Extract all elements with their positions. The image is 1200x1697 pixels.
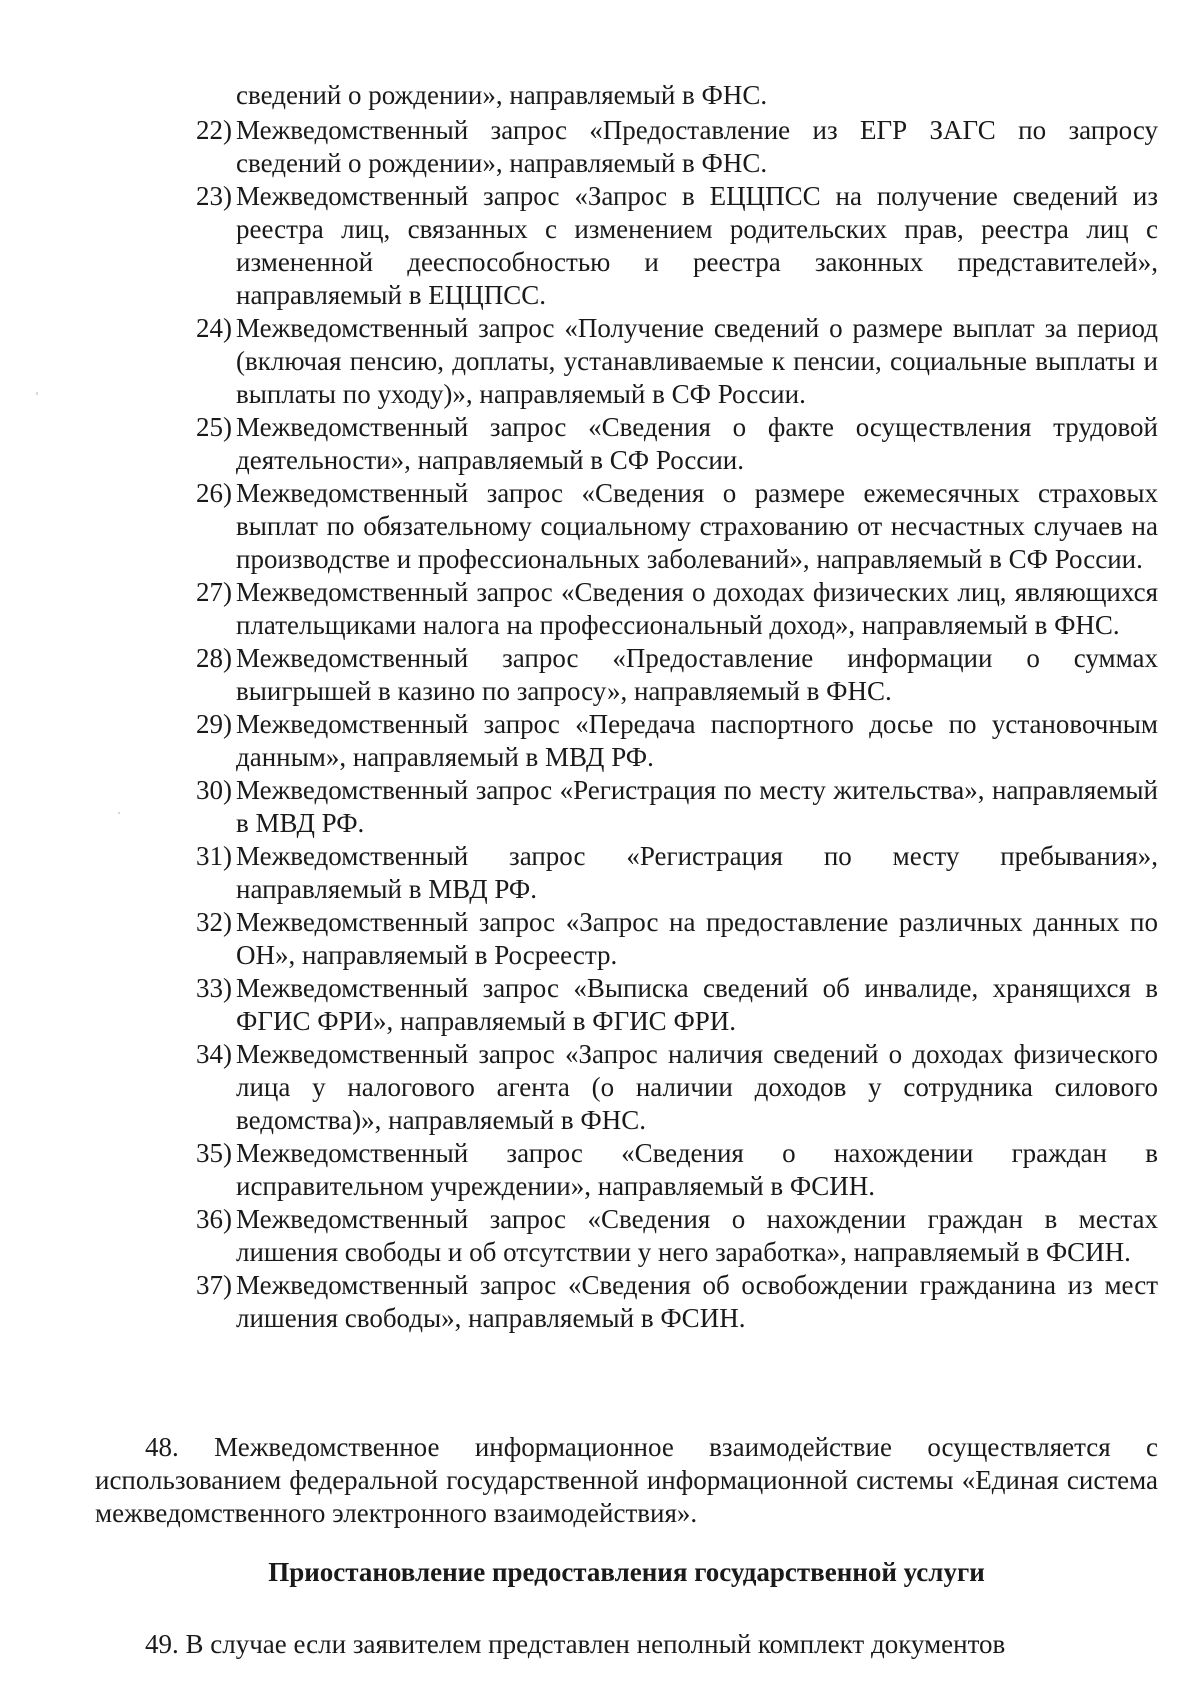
list-item-text: Межведомственный запрос «Запрос в ЕЦЦПСС на получение сведений из реестра лиц, связанных с изменением родительских прав, реестра лиц с измененной дееспособностью и реестра законных представителей», направляемый в ЕЦЦПСС.: [236, 181, 1158, 310]
section-heading: Приостановление предоставления государственной услуги: [268, 1557, 985, 1587]
list-item-number: 25): [196, 412, 232, 442]
list-item-number: 27): [196, 577, 232, 607]
list-item: [196, 312, 1158, 411]
list-item-number: 26): [196, 478, 232, 508]
list-item-number: 28): [196, 643, 232, 673]
list-item: [196, 774, 1158, 840]
list-item: [196, 840, 1158, 906]
list-item: [196, 477, 1158, 576]
list-item-number: 29): [196, 709, 232, 739]
list-item-number: 36): [196, 1204, 232, 1234]
continuation-text: сведений о рождении», направляемый в ФНС.: [236, 80, 768, 110]
list-item-text: Межведомственный запрос «Регистрация по месту пребывания», направляемый в МВД РФ.: [236, 841, 1158, 904]
list-item: [196, 1269, 1158, 1335]
list-item: [196, 180, 1158, 312]
list-item-number: 22): [196, 115, 232, 145]
paragraph-48: 48. Межведомственное информационное взаимодействие осуществляется с использованием федеральной государственной информационной системы «Единая система межведомственного электронного взаимодействия».: [95, 1432, 1158, 1528]
list-item-text: Межведомственный запрос «Сведения о нахождении граждан в исправительном учреждении», направляемый в ФСИН.: [236, 1138, 1158, 1201]
list-item: [196, 1038, 1158, 1137]
list-item-text: Межведомственный запрос «Передача паспортного досье по установочным данным», направляемый в МВД РФ.: [236, 709, 1158, 772]
list-item: [196, 411, 1158, 477]
list-item-text: Межведомственный запрос «Выписка сведений об инвалиде, хранящихся в ФГИС ФРИ», направляемый в ФГИС ФРИ.: [236, 973, 1158, 1036]
list-item-text: Межведомственный запрос «Регистрация по месту жительства», направляемый в МВД РФ.: [236, 775, 1158, 838]
scan-speck: [36, 392, 38, 395]
list-item: [196, 708, 1158, 774]
list-item-text: Межведомственный запрос «Сведения о размере ежемесячных страховых выплат по обязательному социальному страхованию от несчастных случаев на производстве и профессиональных заболеваний», направляемый в СФ России.: [236, 478, 1158, 574]
list-item-text: Межведомственный запрос «Сведения об освобождении гражданина из мест лишения свободы», направляемый в ФСИН.: [236, 1270, 1158, 1333]
list-item-number: 34): [196, 1039, 232, 1069]
list-item-text: Межведомственный запрос «Предоставление информации о суммах выигрышей в казино по запросу», направляемый в ФНС.: [236, 643, 1158, 706]
list-item: [196, 1137, 1158, 1203]
list-item-text: Межведомственный запрос «Предоставление из ЕГР ЗАГС по запросу сведений о рождении», направляемый в ФНС.: [236, 115, 1158, 178]
list-item-text: Межведомственный запрос «Запрос на предоставление различных данных по ОН», направляемый в Росреестр.: [236, 907, 1158, 970]
list-item: [196, 1203, 1158, 1269]
list-item-number: 23): [196, 181, 232, 211]
list-item-number: 35): [196, 1138, 232, 1168]
list-item-number: 30): [196, 775, 232, 805]
paragraph-49: 49. В случае если заявителем представлен неполный комплект документов: [145, 1629, 1006, 1659]
list-item: [196, 576, 1158, 642]
list-item: [196, 642, 1158, 708]
list-item-text: Межведомственный запрос «Сведения о нахождении граждан в местах лишения свободы и об отсутствии у него заработка», направляемый в ФСИН.: [236, 1204, 1158, 1267]
list-item: [196, 906, 1158, 972]
list-item-number: 24): [196, 313, 232, 343]
list-item: [196, 114, 1158, 180]
scan-speck: [118, 812, 120, 814]
list-item-text: Межведомственный запрос «Получение сведений о размере выплат за период (включая пенсию, доплаты, устанавливаемые к пенсии, социальные выплаты и выплаты по уходу)», направляемый в СФ России.: [236, 313, 1158, 409]
list-item: [196, 972, 1158, 1038]
list-item-number: 32): [196, 907, 232, 937]
list-item-text: Межведомственный запрос «Сведения о факте осуществления трудовой деятельности», направляемый в СФ России.: [236, 412, 1158, 475]
list-item-text: Межведомственный запрос «Сведения о доходах физических лиц, являющихся плательщиками налога на профессиональный доход», направляемый в ФНС.: [236, 577, 1158, 640]
list-item-text: Межведомственный запрос «Запрос наличия сведений о доходах физического лица у налогового агента (о наличии доходов у сотрудника силового ведомства)», направляемый в ФНС.: [236, 1039, 1158, 1135]
list-item-number: 37): [196, 1270, 232, 1300]
list-item-number: 31): [196, 841, 232, 871]
list-item-number: 33): [196, 973, 232, 1003]
request-list: [196, 114, 1158, 1335]
